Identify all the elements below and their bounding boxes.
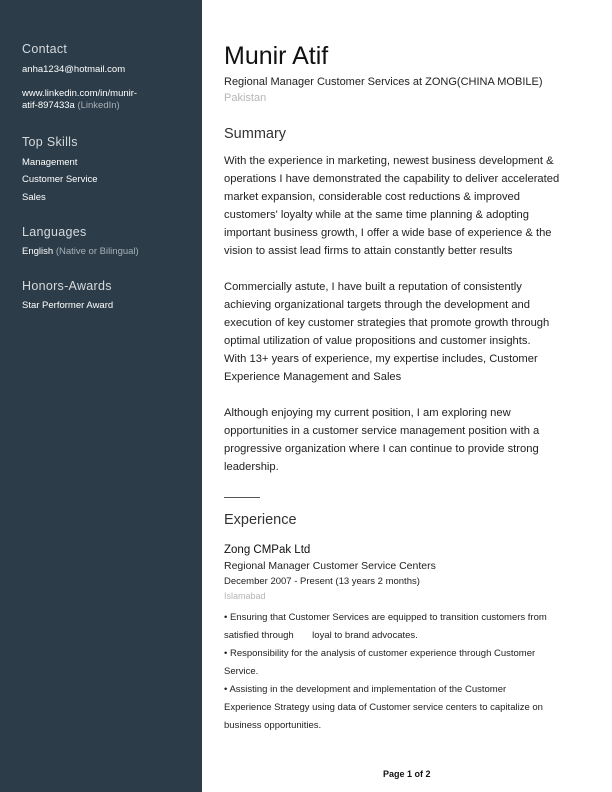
job-title: Regional Manager Customer Service Centers (224, 560, 436, 572)
language-item (22, 246, 139, 258)
text-line: execution of key customer strategies that promote growth through (224, 317, 550, 329)
bullet-line: • Ensuring that Customer Services are equipped to transition customers from (224, 612, 547, 623)
honor-item: Star Performer Award (22, 300, 114, 311)
bullet-line: business opportunities. (224, 720, 322, 731)
text-line: vision to assist lead firms to attain constantly better results (224, 245, 513, 257)
text-line: customers' loyalty while at the same time planning & adopting (224, 209, 529, 221)
text-line: Although enjoying my current position, I am exploring new (224, 407, 511, 419)
text-line: optimal utilization of value propositions and customer insights. (224, 335, 531, 347)
linkedin-url-line1[interactable]: www.linkedin.com/in/munir- (22, 88, 138, 99)
sidebar (0, 0, 202, 792)
job-dates: December 2007 - Present (13 years 2 months) (224, 576, 420, 587)
text-line: important business growth, I offer a wide base of experience & the (224, 227, 552, 239)
job-description (224, 609, 547, 735)
section-divider (224, 497, 260, 498)
summary-paragraph-1 (224, 152, 559, 260)
profile-name: Munir Atif (224, 42, 329, 70)
skill-item: Customer Service (22, 174, 98, 185)
profile-location: Pakistan (224, 92, 267, 104)
text-line: With 13+ years of experience, my expertise includes, Customer (224, 353, 538, 365)
page-number: Page 1 of 2 (383, 769, 431, 779)
bullet-line: satisfied through loyal to brand advocates. (224, 630, 418, 641)
text-line: Commercially astute, I have built a reputation of consistently (224, 281, 522, 293)
email-link[interactable]: anha1234@hotmail.com (22, 64, 126, 75)
text-line: Experience Management and Sales (224, 371, 402, 383)
contact-heading: Contact (22, 42, 68, 56)
text-line: market expansion, considerable cost reductions & improved (224, 191, 520, 203)
linkedin-url-line2[interactable]: atif-897433a (22, 100, 75, 111)
languages-heading: Languages (22, 225, 87, 239)
summary-heading: Summary (224, 126, 287, 142)
bullet-line: Experience Strategy using data of Customer service centers to capitalize on (224, 702, 543, 713)
linkedin-link[interactable] (22, 88, 137, 112)
text-line: opportunities in a customer service management position with a (224, 425, 540, 437)
skill-item: Management (22, 157, 78, 168)
text-line: progressive organization where I can continue to provide strong (224, 443, 539, 455)
bullet-line: • Assisting in the development and implementation of the Customer (224, 684, 507, 695)
bullet-line: • Responsibility for the analysis of customer experience through Customer (224, 648, 536, 659)
honors-heading: Honors-Awards (22, 279, 112, 293)
summary-paragraph-2 (224, 278, 549, 386)
experience-heading: Experience (224, 512, 297, 528)
company-name: Zong CMPak Ltd (224, 544, 311, 556)
linkedin-suffix: (LinkedIn) (77, 100, 120, 111)
top-skills-heading: Top Skills (22, 135, 78, 149)
job-location: Islamabad (224, 591, 266, 601)
skill-item: Sales (22, 192, 46, 203)
text-line: With the experience in marketing, newest business development & (224, 155, 554, 167)
language-level: (Native or Bilingual) (55, 246, 139, 257)
text-line: achieving organizational targets through the development and (224, 299, 531, 311)
text-line: operations I have demonstrated the capability to deliver accelerated (224, 173, 560, 185)
summary-paragraph-3 (224, 404, 539, 476)
language-name: English (22, 246, 54, 257)
profile-headline: Regional Manager Customer Services at ZONG(CHINA MOBILE) (224, 76, 543, 88)
text-line: leadership. (224, 461, 279, 473)
bullet-line: Service. (224, 666, 259, 677)
